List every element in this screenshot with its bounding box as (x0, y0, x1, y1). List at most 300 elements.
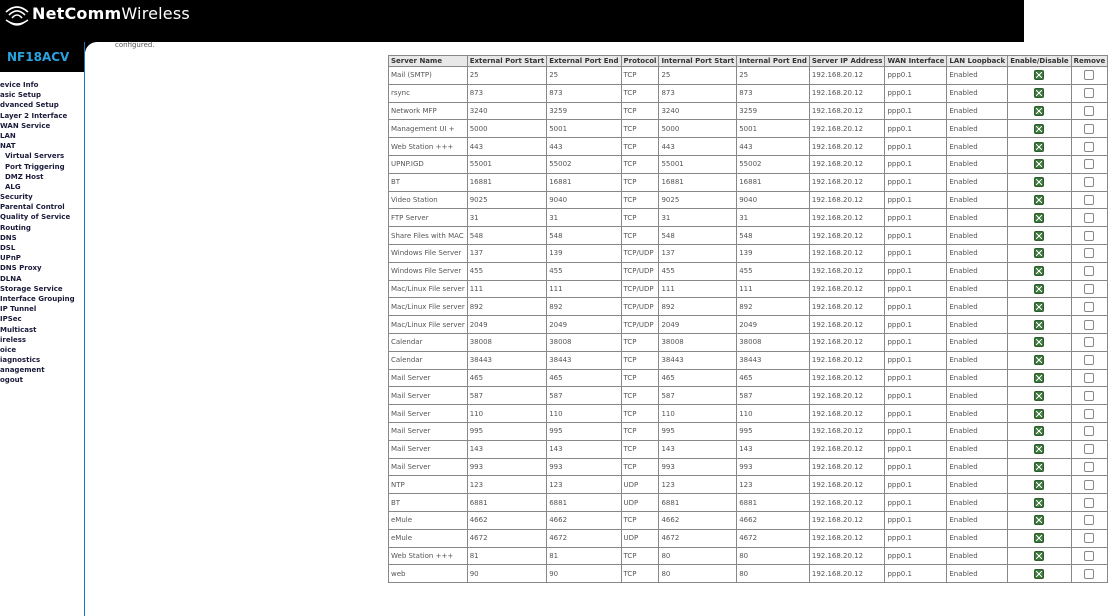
table-cell: Enabled (947, 84, 1008, 102)
table-row (389, 262, 1108, 280)
enable-cell (1008, 173, 1071, 191)
sidebar-item[interactable]: ireless (0, 335, 27, 344)
table-cell: 465 (467, 369, 546, 387)
table-cell: Enabled (947, 333, 1008, 351)
remove-cell (1071, 173, 1108, 191)
enable-checkbox[interactable] (1034, 70, 1044, 80)
remove-checkbox[interactable] (1084, 106, 1094, 116)
table-cell: 192.168.20.12 (809, 351, 885, 369)
table-cell: 6881 (547, 494, 621, 512)
sidebar-item[interactable]: dvanced Setup (0, 101, 59, 110)
table-cell: 587 (659, 387, 737, 405)
enable-cell (1008, 440, 1071, 458)
remove-cell (1071, 191, 1108, 209)
enable-checkbox[interactable] (1034, 426, 1044, 436)
enable-checkbox[interactable] (1034, 444, 1044, 454)
sidebar-item[interactable]: IPSec (0, 315, 22, 324)
table-cell: 9040 (547, 191, 621, 209)
remove-cell (1071, 316, 1108, 334)
remove-checkbox[interactable] (1084, 142, 1094, 152)
sidebar-item[interactable]: UPnP (0, 254, 21, 263)
table-cell: 455 (737, 262, 810, 280)
table-cell: 5000 (467, 120, 546, 138)
enable-checkbox[interactable] (1034, 569, 1044, 579)
remove-cell (1071, 138, 1108, 156)
remove-checkbox[interactable] (1084, 213, 1094, 223)
table-cell: 192.168.20.12 (809, 155, 885, 173)
wifi-logo-icon (4, 3, 30, 25)
enable-cell (1008, 529, 1071, 547)
table-cell: 9025 (659, 191, 737, 209)
table-cell: ppp0.1 (885, 529, 947, 547)
table-cell: Calendar (389, 333, 468, 351)
table-cell: 38008 (659, 333, 737, 351)
table-cell: Enabled (947, 565, 1008, 583)
sidebar-item[interactable]: NAT (0, 142, 16, 151)
table-cell: ppp0.1 (885, 547, 947, 565)
enable-checkbox[interactable] (1034, 515, 1044, 525)
remove-checkbox[interactable] (1084, 551, 1094, 561)
enable-cell (1008, 387, 1071, 405)
main-content (85, 41, 1106, 616)
remove-checkbox[interactable] (1084, 177, 1094, 187)
table-row (389, 191, 1108, 209)
sidebar-item[interactable]: Port Triggering (5, 162, 65, 171)
remove-checkbox[interactable] (1084, 480, 1094, 490)
sidebar-item[interactable]: ALG (5, 182, 21, 191)
table-cell: Mail (SMTP) (389, 67, 468, 85)
sidebar-item[interactable]: Virtual Servers (5, 152, 65, 161)
remove-cell (1071, 155, 1108, 173)
table-cell: Enabled (947, 298, 1008, 316)
enable-checkbox[interactable] (1034, 213, 1044, 223)
remove-checkbox[interactable] (1084, 320, 1094, 330)
table-cell: 873 (659, 84, 737, 102)
sidebar-item[interactable]: DLNA (0, 274, 22, 283)
remove-checkbox[interactable] (1084, 498, 1094, 508)
table-cell: 192.168.20.12 (809, 84, 885, 102)
enable-checkbox[interactable] (1034, 533, 1044, 543)
sidebar-item[interactable]: Parental Control (0, 203, 65, 212)
table-cell: ppp0.1 (885, 351, 947, 369)
table-cell: 38443 (659, 351, 737, 369)
table-cell: TCP (621, 155, 659, 173)
table-cell: 465 (547, 369, 621, 387)
enable-checkbox[interactable] (1034, 284, 1044, 294)
remove-cell (1071, 511, 1108, 529)
table-cell: ppp0.1 (885, 155, 947, 173)
table-cell: Enabled (947, 262, 1008, 280)
remove-cell (1071, 227, 1108, 245)
remove-cell (1071, 422, 1108, 440)
sidebar-item[interactable]: asic Setup (0, 91, 42, 100)
enable-cell (1008, 333, 1071, 351)
table-cell: 443 (547, 138, 621, 156)
enable-cell (1008, 351, 1071, 369)
table-cell: 16881 (547, 173, 621, 191)
table-cell: 4672 (737, 529, 810, 547)
table-cell: ppp0.1 (885, 440, 947, 458)
table-cell: UPNP.IGD (389, 155, 468, 173)
enable-cell (1008, 102, 1071, 120)
enable-checkbox[interactable] (1034, 337, 1044, 347)
table-cell: UDP (621, 476, 659, 494)
enable-checkbox[interactable] (1034, 124, 1044, 134)
table-cell: TCP (621, 387, 659, 405)
brand-logo (4, 1, 190, 27)
remove-checkbox[interactable] (1084, 515, 1094, 525)
enable-checkbox[interactable] (1034, 355, 1044, 365)
remove-checkbox[interactable] (1084, 248, 1094, 258)
table-row (389, 209, 1108, 227)
table-cell: 192.168.20.12 (809, 102, 885, 120)
remove-cell (1071, 387, 1108, 405)
table-cell: 2049 (659, 316, 737, 334)
table-cell: Enabled (947, 529, 1008, 547)
remove-cell (1071, 351, 1108, 369)
table-cell: Mail Server (389, 458, 468, 476)
remove-checkbox[interactable] (1084, 159, 1094, 169)
remove-checkbox[interactable] (1084, 337, 1094, 347)
sidebar-item[interactable]: Interface Grouping (0, 294, 75, 303)
table-cell: TCP (621, 120, 659, 138)
table-cell: eMule (389, 511, 468, 529)
table-cell: 993 (547, 458, 621, 476)
table-cell: 993 (659, 458, 737, 476)
table-cell: ppp0.1 (885, 262, 947, 280)
table-cell: 3259 (547, 102, 621, 120)
sidebar-item[interactable]: DSL (0, 244, 16, 252)
table-cell: 873 (467, 84, 546, 102)
table-cell: 455 (659, 262, 737, 280)
enable-checkbox[interactable] (1034, 480, 1044, 490)
enable-checkbox[interactable] (1034, 177, 1044, 187)
enable-cell (1008, 547, 1071, 565)
remove-checkbox[interactable] (1084, 284, 1094, 294)
table-cell: Enabled (947, 351, 1008, 369)
table-cell: 55001 (659, 155, 737, 173)
table-cell: 4672 (659, 529, 737, 547)
enable-checkbox[interactable] (1034, 159, 1044, 169)
table-cell: 5001 (737, 120, 810, 138)
table-cell: 9025 (467, 191, 546, 209)
table-cell: 31 (737, 209, 810, 227)
table-cell: 137 (467, 244, 546, 262)
table-cell: 192.168.20.12 (809, 440, 885, 458)
table-cell: TCP (621, 369, 659, 387)
table-cell: 143 (467, 440, 546, 458)
brand-bold: NetComm (32, 4, 122, 23)
table-cell: Enabled (947, 511, 1008, 529)
header-bar (0, 0, 1024, 42)
table-row (389, 67, 1108, 85)
table-cell: 443 (467, 138, 546, 156)
remove-cell (1071, 440, 1108, 458)
enable-checkbox[interactable] (1034, 551, 1044, 561)
remove-cell (1071, 369, 1108, 387)
sidebar-item[interactable]: Routing (0, 223, 31, 232)
enable-cell (1008, 84, 1071, 102)
model-name: NF18ACV (0, 42, 84, 72)
column-header: LAN Loopback (947, 56, 1008, 67)
table-cell: TCP (621, 102, 659, 120)
enable-checkbox[interactable] (1034, 373, 1044, 383)
remove-checkbox[interactable] (1084, 409, 1094, 419)
remove-cell (1071, 67, 1108, 85)
table-cell: 192.168.20.12 (809, 405, 885, 423)
table-cell: 548 (547, 227, 621, 245)
table-cell: 548 (659, 227, 737, 245)
table-cell: 5000 (659, 120, 737, 138)
table-cell: 6881 (737, 494, 810, 512)
remove-checkbox[interactable] (1084, 391, 1094, 401)
remove-cell (1071, 262, 1108, 280)
table-cell: Enabled (947, 67, 1008, 85)
table-row (389, 369, 1108, 387)
table-cell: 192.168.20.12 (809, 191, 885, 209)
table-cell: 55002 (737, 155, 810, 173)
table-body (389, 67, 1108, 583)
remove-checkbox[interactable] (1084, 124, 1094, 134)
sidebar-item[interactable]: ogout (0, 376, 23, 385)
table-row (389, 280, 1108, 298)
table-cell: Enabled (947, 138, 1008, 156)
table-cell: Video Station (389, 191, 468, 209)
table-cell: TCP (621, 173, 659, 191)
table-cell: ppp0.1 (885, 298, 947, 316)
table-cell: Mac/Linux File server (389, 280, 468, 298)
sidebar-item[interactable]: oice (0, 345, 17, 354)
table-cell: 80 (737, 547, 810, 565)
enable-cell (1008, 209, 1071, 227)
table-cell: 192.168.20.12 (809, 262, 885, 280)
brand-name (32, 1, 190, 27)
table-row (389, 511, 1108, 529)
table-cell: TCP/UDP (621, 298, 659, 316)
enable-checkbox[interactable] (1034, 320, 1044, 330)
enable-checkbox[interactable] (1034, 391, 1044, 401)
table-cell: Mail Server (389, 422, 468, 440)
table-cell: 38008 (467, 333, 546, 351)
table-cell: 55001 (467, 155, 546, 173)
table-cell: TCP (621, 440, 659, 458)
table-cell: 455 (467, 262, 546, 280)
remove-cell (1071, 280, 1108, 298)
table-cell: Mail Server (389, 440, 468, 458)
table-cell: 123 (547, 476, 621, 494)
table-cell: ppp0.1 (885, 405, 947, 423)
enable-checkbox[interactable] (1034, 195, 1044, 205)
table-cell: 192.168.20.12 (809, 458, 885, 476)
remove-cell (1071, 84, 1108, 102)
table-row (389, 333, 1108, 351)
remove-cell (1071, 102, 1108, 120)
enable-checkbox[interactable] (1034, 248, 1044, 258)
remove-cell (1071, 333, 1108, 351)
table-cell: UDP (621, 529, 659, 547)
enable-checkbox[interactable] (1034, 498, 1044, 508)
table-cell: Enabled (947, 155, 1008, 173)
table-cell: 80 (737, 565, 810, 583)
table-cell: 892 (547, 298, 621, 316)
table-cell: rsync (389, 84, 468, 102)
sidebar-item[interactable]: IP Tunnel (0, 305, 37, 314)
table-cell: ppp0.1 (885, 191, 947, 209)
table-cell: 38008 (737, 333, 810, 351)
brand-thin: Wireless (121, 4, 190, 23)
table-cell: 192.168.20.12 (809, 120, 885, 138)
enable-checkbox[interactable] (1034, 142, 1044, 152)
remove-checkbox[interactable] (1084, 533, 1094, 543)
table-cell: TCP (621, 138, 659, 156)
enable-cell (1008, 67, 1071, 85)
sidebar (0, 42, 85, 616)
remove-checkbox[interactable] (1084, 70, 1094, 80)
table-cell: 81 (547, 547, 621, 565)
enable-checkbox[interactable] (1034, 302, 1044, 312)
table-cell: 4662 (659, 511, 737, 529)
table-cell: 80 (659, 547, 737, 565)
sidebar-item[interactable]: Security (0, 193, 33, 202)
remove-checkbox[interactable] (1084, 88, 1094, 98)
remove-checkbox[interactable] (1084, 195, 1094, 205)
table-cell: ppp0.1 (885, 244, 947, 262)
table-cell: Enabled (947, 440, 1008, 458)
table-row (389, 476, 1108, 494)
sidebar-item[interactable]: Layer 2 Interface (0, 111, 68, 120)
table-cell: Calendar (389, 351, 468, 369)
remove-checkbox[interactable] (1084, 569, 1094, 579)
table-cell: 455 (547, 262, 621, 280)
table-cell: ppp0.1 (885, 280, 947, 298)
table-cell: 192.168.20.12 (809, 209, 885, 227)
column-header: External Port End (547, 56, 621, 67)
virtual-servers-table (388, 55, 1108, 583)
table-cell: 4662 (467, 511, 546, 529)
enable-checkbox[interactable] (1034, 88, 1044, 98)
table-row (389, 565, 1108, 583)
remove-checkbox[interactable] (1084, 373, 1094, 383)
sidebar-item[interactable]: iagnostics (0, 356, 41, 365)
table-cell: Enabled (947, 244, 1008, 262)
table-cell: 892 (659, 298, 737, 316)
table-cell: 192.168.20.12 (809, 511, 885, 529)
table-cell: 123 (737, 476, 810, 494)
table-cell: ppp0.1 (885, 369, 947, 387)
table-cell: 993 (737, 458, 810, 476)
remove-checkbox[interactable] (1084, 355, 1094, 365)
enable-cell (1008, 494, 1071, 512)
table-cell: Enabled (947, 191, 1008, 209)
table-row (389, 547, 1108, 565)
sidebar-item[interactable]: LAN (0, 131, 16, 140)
table-cell: 2049 (547, 316, 621, 334)
enable-cell (1008, 298, 1071, 316)
table-cell: Network MFP (389, 102, 468, 120)
table-cell: ppp0.1 (885, 387, 947, 405)
table-row (389, 351, 1108, 369)
table-cell: 192.168.20.12 (809, 227, 885, 245)
remove-checkbox[interactable] (1084, 426, 1094, 436)
table-cell: Enabled (947, 547, 1008, 565)
table-cell: TCP/UDP (621, 244, 659, 262)
table-cell: ppp0.1 (885, 138, 947, 156)
table-cell: Enabled (947, 458, 1008, 476)
table-row (389, 244, 1108, 262)
table-cell: TCP (621, 351, 659, 369)
enable-cell (1008, 262, 1071, 280)
table-cell: 587 (737, 387, 810, 405)
table-cell: TCP (621, 67, 659, 85)
enable-checkbox[interactable] (1034, 266, 1044, 276)
sidebar-item[interactable]: WAN Service (0, 121, 51, 130)
table-cell: TCP (621, 84, 659, 102)
remove-checkbox[interactable] (1084, 231, 1094, 241)
table-row (389, 494, 1108, 512)
sidebar-item[interactable]: DMZ Host (5, 172, 44, 181)
table-cell: 81 (467, 547, 546, 565)
column-header: Server Name (389, 56, 468, 67)
remove-checkbox[interactable] (1084, 266, 1094, 276)
sidebar-item[interactable]: Quality of Service (0, 213, 71, 222)
table-cell: 443 (659, 138, 737, 156)
remove-checkbox[interactable] (1084, 462, 1094, 472)
enable-cell (1008, 244, 1071, 262)
sidebar-item[interactable]: evice Info (0, 81, 39, 89)
enable-checkbox[interactable] (1034, 231, 1044, 241)
table-cell: 2049 (467, 316, 546, 334)
table-cell: 143 (659, 440, 737, 458)
table-cell: 192.168.20.12 (809, 173, 885, 191)
table-cell: Web Station +++ (389, 547, 468, 565)
table-cell: TCP (621, 422, 659, 440)
remove-checkbox[interactable] (1084, 302, 1094, 312)
table-cell: 110 (659, 405, 737, 423)
table-cell: ppp0.1 (885, 422, 947, 440)
table-cell: 90 (467, 565, 546, 583)
table-cell: UDP (621, 494, 659, 512)
table-cell: 55002 (547, 155, 621, 173)
sidebar-item[interactable]: DNS (0, 233, 17, 242)
table-cell: 139 (547, 244, 621, 262)
table-cell: Windows File Server (389, 262, 468, 280)
remove-cell (1071, 120, 1108, 138)
table-cell: ppp0.1 (885, 476, 947, 494)
table-cell: 192.168.20.12 (809, 333, 885, 351)
enable-checkbox[interactable] (1034, 409, 1044, 419)
table-cell: Enabled (947, 280, 1008, 298)
sidebar-item[interactable]: Storage Service (0, 284, 63, 293)
sidebar-item[interactable]: Multicast (0, 325, 37, 334)
table-row (389, 84, 1108, 102)
table-row (389, 405, 1108, 423)
sidebar-item[interactable]: DNS Proxy (0, 264, 42, 273)
sidebar-item[interactable]: anagement (0, 366, 45, 375)
sidebar-menu (0, 80, 84, 386)
table-cell: 4662 (737, 511, 810, 529)
table-cell: 548 (737, 227, 810, 245)
remove-cell (1071, 209, 1108, 227)
table-cell: Enabled (947, 102, 1008, 120)
table-cell: TCP/UDP (621, 280, 659, 298)
table-cell: 5001 (547, 120, 621, 138)
table-cell: TCP (621, 405, 659, 423)
table-cell: 873 (547, 84, 621, 102)
enable-checkbox[interactable] (1034, 106, 1044, 116)
table-cell: ppp0.1 (885, 333, 947, 351)
remove-checkbox[interactable] (1084, 444, 1094, 454)
enable-checkbox[interactable] (1034, 462, 1044, 472)
